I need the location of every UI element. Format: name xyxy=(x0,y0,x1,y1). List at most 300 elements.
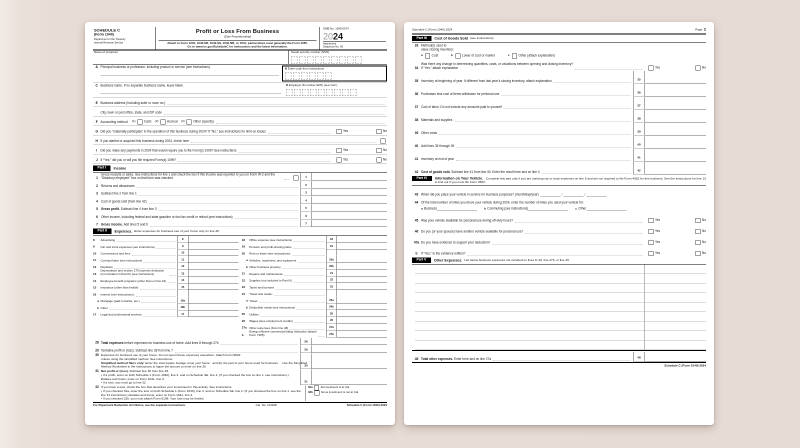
amount-field[interactable] xyxy=(337,324,387,331)
amount-field[interactable] xyxy=(645,123,706,136)
some-investment-checkbox[interactable] xyxy=(314,391,319,396)
dotted-leader xyxy=(132,252,176,256)
line-number: 4 xyxy=(96,199,98,204)
line-31-rest: Subtract line 30 from line 29. xyxy=(128,369,169,374)
line45-yes-checkbox[interactable] xyxy=(649,218,654,223)
ssn-digit-box[interactable] xyxy=(291,56,298,63)
name-of-proprietor-field[interactable] xyxy=(93,51,289,64)
accrual-label: Accrual xyxy=(167,120,178,124)
line-48-amount-field[interactable] xyxy=(645,352,706,362)
ssn-digit-box[interactable] xyxy=(315,56,322,63)
line-48-bold: Total other expenses. xyxy=(421,357,454,361)
ssn-digit-box[interactable] xyxy=(331,56,338,63)
amount-field[interactable] xyxy=(645,136,706,149)
line-b-label: Enter code from instructions xyxy=(287,67,324,71)
other-expense-amount-field[interactable] xyxy=(645,321,707,331)
line-a-entry[interactable] xyxy=(101,71,280,76)
expense-line-24 xyxy=(242,290,387,297)
line-label-text: Supplies (not included in Part III) xyxy=(249,279,292,283)
amount-field[interactable] xyxy=(337,303,387,310)
line-31-amount-field[interactable] xyxy=(312,370,387,386)
line-g-no-checkbox[interactable] xyxy=(376,129,381,134)
amount-box-number xyxy=(326,249,337,256)
cogs-line-40 xyxy=(412,135,706,148)
form-line-44 xyxy=(412,197,706,205)
line-label xyxy=(101,349,173,353)
line47b-no-option[interactable] xyxy=(694,251,706,256)
line-label xyxy=(101,223,148,227)
ein-digit-box[interactable] xyxy=(342,89,349,96)
line-b-code-box xyxy=(282,65,387,81)
amount-box-number: 3 xyxy=(300,189,312,196)
amount-field[interactable] xyxy=(645,162,706,175)
ssn-digit-box[interactable] xyxy=(299,56,306,63)
dept-treasury: Department of the Treasury xyxy=(94,37,126,41)
dotted-leader xyxy=(149,199,299,203)
amount-box-number: 2 xyxy=(300,181,312,188)
other-expense-description-field[interactable] xyxy=(415,302,645,312)
line45-yes-option[interactable] xyxy=(647,218,660,223)
line45-yes-no xyxy=(647,218,706,223)
accounting-cash-option[interactable] xyxy=(132,120,152,125)
ssn-field[interactable] xyxy=(289,51,388,64)
expense-line-20 xyxy=(242,249,387,256)
commuting-miles-entry[interactable] xyxy=(528,207,568,211)
line-34-no-label: No xyxy=(701,65,706,70)
amount-field[interactable] xyxy=(188,277,238,284)
business-code-box[interactable] xyxy=(309,72,316,79)
line-h-checkbox[interactable] xyxy=(381,139,386,144)
omb-number: OMB No. 1545-0074 xyxy=(323,27,349,31)
ein-digit-box[interactable] xyxy=(326,89,333,96)
statutory-employee-checkbox[interactable] xyxy=(294,176,299,181)
ein-digit-box[interactable] xyxy=(318,89,325,96)
business-code-box[interactable] xyxy=(293,72,300,79)
business-code-boxes[interactable] xyxy=(285,72,384,79)
line-j-yes-option[interactable] xyxy=(335,158,348,163)
line-number: 7 xyxy=(96,223,98,227)
amount-field[interactable] xyxy=(312,197,387,204)
line-label-text: Pension and profit-sharing plans xyxy=(249,245,292,249)
line-f-label: Accounting method: xyxy=(100,120,129,125)
amount-box-number: 19 xyxy=(326,243,337,250)
line-number: 16 xyxy=(93,293,97,297)
other-expense-amount-field[interactable] xyxy=(645,264,707,274)
amount-field[interactable] xyxy=(337,283,387,290)
line-i-yes-checkbox[interactable] xyxy=(337,148,342,153)
form-subtitle: (Sole Proprietorship) xyxy=(223,35,252,39)
part-4-header xyxy=(412,175,706,186)
line-label-text: Cost of labor. Do not include any amounts paid to yourself xyxy=(421,105,502,109)
other-expense-description-field[interactable] xyxy=(415,312,645,322)
ein-digit-box[interactable] xyxy=(350,89,357,96)
amount-field[interactable] xyxy=(312,220,387,227)
cash-label: Cash xyxy=(144,120,152,124)
form-line-34 xyxy=(412,59,706,70)
other-expense-description-field[interactable] xyxy=(415,264,645,274)
amount-field[interactable] xyxy=(188,256,238,263)
line-label xyxy=(101,314,142,318)
cogs-rows xyxy=(412,70,706,174)
other-expense-amount-field[interactable] xyxy=(645,331,707,341)
other-expense-amount-field[interactable] xyxy=(645,340,707,350)
other-expense-amount-field[interactable] xyxy=(645,283,707,293)
line-label xyxy=(421,118,452,122)
line-label-bold: Total expenses xyxy=(101,341,124,345)
business-code-box[interactable] xyxy=(285,72,292,79)
line47b-yes-checkbox[interactable] xyxy=(649,251,654,256)
lines-28-29 xyxy=(93,337,387,353)
line-number: 32 xyxy=(95,385,99,390)
line47a-no-option[interactable] xyxy=(694,240,706,245)
amount-box-number: 20a xyxy=(326,256,337,263)
line-34-no-option[interactable] xyxy=(694,65,706,70)
ein-boxes[interactable] xyxy=(286,89,385,96)
dotted-leader xyxy=(292,252,324,256)
line-label xyxy=(249,246,291,250)
line-label-text: Deductible meals (see instructions) xyxy=(249,306,296,310)
date-day-entry[interactable] xyxy=(563,193,586,197)
line-number: a xyxy=(97,300,99,304)
line47a-yes-option[interactable] xyxy=(647,240,660,245)
line-number: 22 xyxy=(241,279,246,283)
line-f-entry[interactable] xyxy=(216,120,385,124)
amount-field[interactable] xyxy=(188,270,238,277)
amount-box-number: 48 xyxy=(633,352,645,362)
dotted-leader xyxy=(175,348,298,352)
line-34-leader xyxy=(575,66,643,70)
dotted-leader xyxy=(284,272,324,276)
vehicle-service-date-field[interactable] xyxy=(541,193,607,197)
other-valuation-option[interactable] xyxy=(508,53,555,58)
amount-field[interactable] xyxy=(337,276,387,283)
line46-yes-checkbox[interactable] xyxy=(649,229,654,234)
line-number: 44 xyxy=(414,201,419,205)
amount-field[interactable] xyxy=(337,270,387,277)
page-2-footer xyxy=(412,363,706,368)
dotted-leader xyxy=(274,292,324,296)
line-number: 46 xyxy=(414,230,419,234)
expense-line-16b xyxy=(93,304,238,311)
dotted-leader xyxy=(221,341,298,345)
page-2-content xyxy=(404,22,714,425)
line-c-entry[interactable] xyxy=(101,90,282,95)
line-number: 5 xyxy=(96,207,98,212)
line-j-yes-label: Yes xyxy=(343,158,349,162)
other-valuation-label: Other (attach explanation) xyxy=(518,53,555,58)
accounting-accrual-option[interactable] xyxy=(155,120,178,125)
line-label xyxy=(101,280,167,284)
amount-field[interactable] xyxy=(312,204,387,211)
line-f-letter: F xyxy=(95,120,98,124)
line-label-text: before expenses for business use of home. Add lines 8 through 27b xyxy=(123,341,219,345)
line-number: 13 xyxy=(93,273,97,277)
line-label-text: Office expense (see instructions) xyxy=(249,239,293,243)
amount-field[interactable] xyxy=(337,317,387,324)
line-h-letter: H xyxy=(95,139,98,143)
line-number: 10 xyxy=(93,252,97,256)
other-expense-row xyxy=(412,283,706,293)
line-label-text: Subtract line 41 from line 40. Enter the result here and on line 4 xyxy=(450,170,540,174)
cash-checkbox[interactable] xyxy=(138,120,143,125)
part-5-title: Other Expenses. xyxy=(433,257,463,263)
ein-digit-box[interactable] xyxy=(302,89,309,96)
line-i-no-checkbox[interactable] xyxy=(376,148,381,153)
part-1-title: Income xyxy=(113,165,127,171)
date-year-entry[interactable] xyxy=(586,193,606,197)
line-label xyxy=(101,259,143,263)
line-i-yes-label: Yes xyxy=(343,148,349,153)
amount-field[interactable] xyxy=(645,71,706,84)
expense-line-20b xyxy=(242,263,387,270)
line-g-yes-no xyxy=(335,129,387,134)
accounting-other-option[interactable] xyxy=(181,120,214,125)
amount-box-number xyxy=(326,290,337,297)
expense-line-16 xyxy=(93,290,238,297)
lower-cost-market-option[interactable] xyxy=(451,53,495,58)
line-34-yes-option[interactable] xyxy=(647,65,660,70)
line-34-no-checkbox[interactable] xyxy=(695,65,700,70)
other-expense-description-field[interactable] xyxy=(415,274,645,284)
other-expense-description-field[interactable] xyxy=(415,321,645,331)
dotted-leader xyxy=(136,292,176,296)
sequence-label: Sequence No. 09 xyxy=(323,45,344,49)
amount-field[interactable] xyxy=(312,212,387,219)
amount-field[interactable] xyxy=(337,243,387,250)
date-slash-2: / xyxy=(584,193,586,197)
line46-no-checkbox[interactable] xyxy=(695,229,700,234)
ssn-digit-box[interactable] xyxy=(323,56,330,63)
amount-field[interactable] xyxy=(337,297,387,304)
form-line-29 xyxy=(93,345,387,353)
line-i-row xyxy=(93,145,387,155)
amount-field[interactable] xyxy=(188,236,238,243)
line47b-no-label: No xyxy=(701,251,706,256)
expense-line-27a xyxy=(242,324,387,331)
other-expense-row xyxy=(412,302,706,312)
other-expense-description-field[interactable] xyxy=(415,283,645,293)
line47b-yes-label: Yes xyxy=(655,251,661,256)
line-label-text: Insurance (other than health) xyxy=(100,286,139,290)
income-line-5 xyxy=(93,204,387,212)
vehicle-yes-no-rows xyxy=(412,212,706,256)
year-value: 24 xyxy=(333,31,344,42)
amount-field[interactable] xyxy=(337,310,387,317)
other-expense-amount-field[interactable] xyxy=(645,293,707,303)
other-expense-description-field[interactable] xyxy=(415,293,645,303)
line-number: 15 xyxy=(93,286,97,290)
expense-line-9 xyxy=(93,243,238,250)
line-e-entry[interactable] xyxy=(167,101,385,105)
business-code-box[interactable] xyxy=(317,72,324,79)
line-label xyxy=(421,92,499,96)
line-label-text: Rent or lease (see instructions): xyxy=(249,252,291,256)
other-expense-amount-field[interactable] xyxy=(645,274,707,284)
other-expense-row xyxy=(412,331,706,341)
line-30-amount-field[interactable] xyxy=(312,353,387,369)
form-footer-id: Schedule C (Form 1040) 2024 xyxy=(346,404,387,408)
line-34-yes-checkbox[interactable] xyxy=(649,65,654,70)
amount-field[interactable] xyxy=(312,346,387,353)
business-code-box[interactable] xyxy=(325,72,332,79)
business-code-box[interactable] xyxy=(301,72,308,79)
risk-option-32b[interactable] xyxy=(308,391,387,396)
line-i-no-option[interactable] xyxy=(375,148,387,153)
line-32-text xyxy=(101,386,306,402)
dotted-leader xyxy=(298,258,325,262)
amount-field[interactable] xyxy=(312,173,387,181)
amount-box-number: 1 xyxy=(300,173,312,181)
page-1-footer xyxy=(93,402,387,408)
ssn-digit-box[interactable] xyxy=(307,56,314,63)
line47a-no-checkbox[interactable] xyxy=(695,240,700,245)
form-line-line46 xyxy=(412,223,706,234)
other-method-checkbox[interactable] xyxy=(187,120,192,125)
line45-no-checkbox[interactable] xyxy=(695,218,700,223)
line-e2-entry[interactable] xyxy=(164,111,385,115)
cost-checkbox[interactable] xyxy=(425,53,430,58)
line-34-label xyxy=(421,62,573,70)
option-1-number: (1) xyxy=(131,120,136,124)
amount-field[interactable] xyxy=(312,181,387,188)
amount-field[interactable] xyxy=(188,243,238,250)
line-44-label: Of the total number of miles you drove your vehicle during 2024, enter the number of miles you used your vehicle for: xyxy=(421,201,584,205)
other-expense-amount-field[interactable] xyxy=(645,312,707,322)
line-number: 24 xyxy=(241,292,246,296)
line-label xyxy=(249,293,272,297)
other-expense-amount-field[interactable] xyxy=(645,302,707,312)
ssn-digit-box[interactable] xyxy=(355,56,362,63)
business-miles-entry[interactable] xyxy=(437,207,477,211)
amount-box-number: 24a xyxy=(326,297,337,304)
amount-box-number: 13 xyxy=(177,270,188,277)
form-line-line45 xyxy=(412,212,706,223)
line47b-yes-option[interactable] xyxy=(647,251,660,256)
line-g-yes-option[interactable] xyxy=(335,129,348,134)
simplified-text-3: . Use the Simplified xyxy=(280,361,308,365)
amount-field[interactable] xyxy=(312,189,387,196)
page-1-content xyxy=(85,22,395,425)
expense-line-24a xyxy=(242,297,387,304)
amount-field[interactable] xyxy=(337,256,387,263)
line-number: b xyxy=(245,306,248,310)
amount-field[interactable] xyxy=(188,263,238,270)
line45-yes-label: Yes xyxy=(655,218,661,223)
amount-field[interactable] xyxy=(337,236,387,243)
line45-no-option[interactable] xyxy=(694,218,706,223)
date-month-entry[interactable] xyxy=(541,193,561,197)
amount-field[interactable] xyxy=(645,97,706,110)
line46-yes-option[interactable] xyxy=(647,229,660,234)
ein-digit-box[interactable] xyxy=(294,89,301,96)
other-expense-row xyxy=(412,274,706,284)
line-label-text: Gross receipts or sales. See instructions for line 1 and check the box if this income was reported to you on Form W-2 and the “Statutory employee” box on that form was checked xyxy=(101,172,276,181)
schedule-c-page-1 xyxy=(85,22,395,425)
expense-line-8 xyxy=(93,236,238,243)
line-label-text: Legal and professional services xyxy=(100,313,142,317)
lower-cost-checkbox[interactable] xyxy=(455,53,460,58)
amount-field[interactable] xyxy=(188,249,238,256)
amount-field[interactable] xyxy=(645,110,706,123)
line-number: 23 xyxy=(241,286,246,290)
line-j-no-option[interactable] xyxy=(375,158,387,163)
other-expense-description-field[interactable] xyxy=(415,340,645,350)
line-label xyxy=(421,79,552,83)
amount-field[interactable] xyxy=(188,304,238,311)
amount-field[interactable] xyxy=(188,310,238,317)
line-label xyxy=(249,253,291,257)
ein-digit-box[interactable] xyxy=(310,89,317,96)
line-i-yes-option[interactable] xyxy=(335,148,348,153)
line47b-no-checkbox[interactable] xyxy=(695,251,700,256)
expense-line-10 xyxy=(93,249,238,256)
line-j-no-label: No xyxy=(382,158,387,162)
ein-digit-box[interactable] xyxy=(286,89,293,96)
line-label-text: Taxes and licenses xyxy=(249,286,275,290)
line-32-risk-options xyxy=(306,386,388,402)
sub-c-letter: c xyxy=(575,207,577,211)
line-j-yes-checkbox[interactable] xyxy=(337,158,342,163)
line46-no-option[interactable] xyxy=(694,229,706,234)
ssn-digit-box[interactable] xyxy=(339,56,346,63)
expense-line-16a xyxy=(93,297,238,304)
line-number: 17 xyxy=(93,313,97,317)
dotted-leader xyxy=(501,92,631,96)
ein-digit-box[interactable] xyxy=(334,89,341,96)
ssn-digit-box[interactable] xyxy=(347,56,354,63)
expense-line-24b xyxy=(242,303,387,310)
amount-box-number: 26 xyxy=(326,317,337,324)
amount-field[interactable] xyxy=(645,149,706,162)
expense-line-18 xyxy=(242,236,387,243)
amount-box-number: 35 xyxy=(633,71,645,84)
amount-field[interactable] xyxy=(312,338,387,345)
dotted-leader xyxy=(144,258,176,262)
expense-line-25 xyxy=(242,310,387,317)
attach-line: Attach to Form 1040, 1040-SR, 1040-SS, 1040-NR, or 1041; partnerships must generally file Form 1065. xyxy=(167,41,308,45)
inventory-cost-option[interactable] xyxy=(421,53,438,58)
amount-field[interactable] xyxy=(188,297,238,304)
line-g-yes-checkbox[interactable] xyxy=(337,129,342,134)
line-g-no-option[interactable] xyxy=(375,129,387,134)
line-number: b xyxy=(97,306,99,310)
line-g-letter: G xyxy=(95,129,99,134)
line-label-text: Car and truck expenses (see instructions) xyxy=(100,245,155,249)
amount-field[interactable] xyxy=(645,84,706,97)
other-miles-entry[interactable] xyxy=(586,207,626,211)
accrual-checkbox[interactable] xyxy=(161,120,166,125)
expense-line-27b xyxy=(242,330,387,337)
dotted-leader xyxy=(454,118,631,122)
simplified-text-2: and (b) the part of your home used for business: xyxy=(212,361,279,365)
line46-yes-no xyxy=(647,229,706,234)
other-expense-description-field[interactable] xyxy=(415,331,645,341)
cost-label: Cost xyxy=(431,53,439,58)
line-i-letter: I xyxy=(96,148,98,153)
line-c xyxy=(93,84,284,96)
ssn-boxes[interactable] xyxy=(291,56,385,63)
line-label-text: Add lines 5 and 6 xyxy=(122,223,148,227)
other-valuation-checkbox[interactable] xyxy=(512,53,517,58)
line-label-text: Other costs xyxy=(421,131,438,135)
amount-field[interactable] xyxy=(337,330,387,337)
line-j-no-checkbox[interactable] xyxy=(376,158,381,163)
amount-field[interactable] xyxy=(188,283,238,290)
part-3-header xyxy=(412,35,706,43)
form-footer-id: Schedule C (Form 1040) 2024 xyxy=(664,364,706,368)
amount-field[interactable] xyxy=(337,263,387,270)
line47a-yes-checkbox[interactable] xyxy=(649,240,654,245)
